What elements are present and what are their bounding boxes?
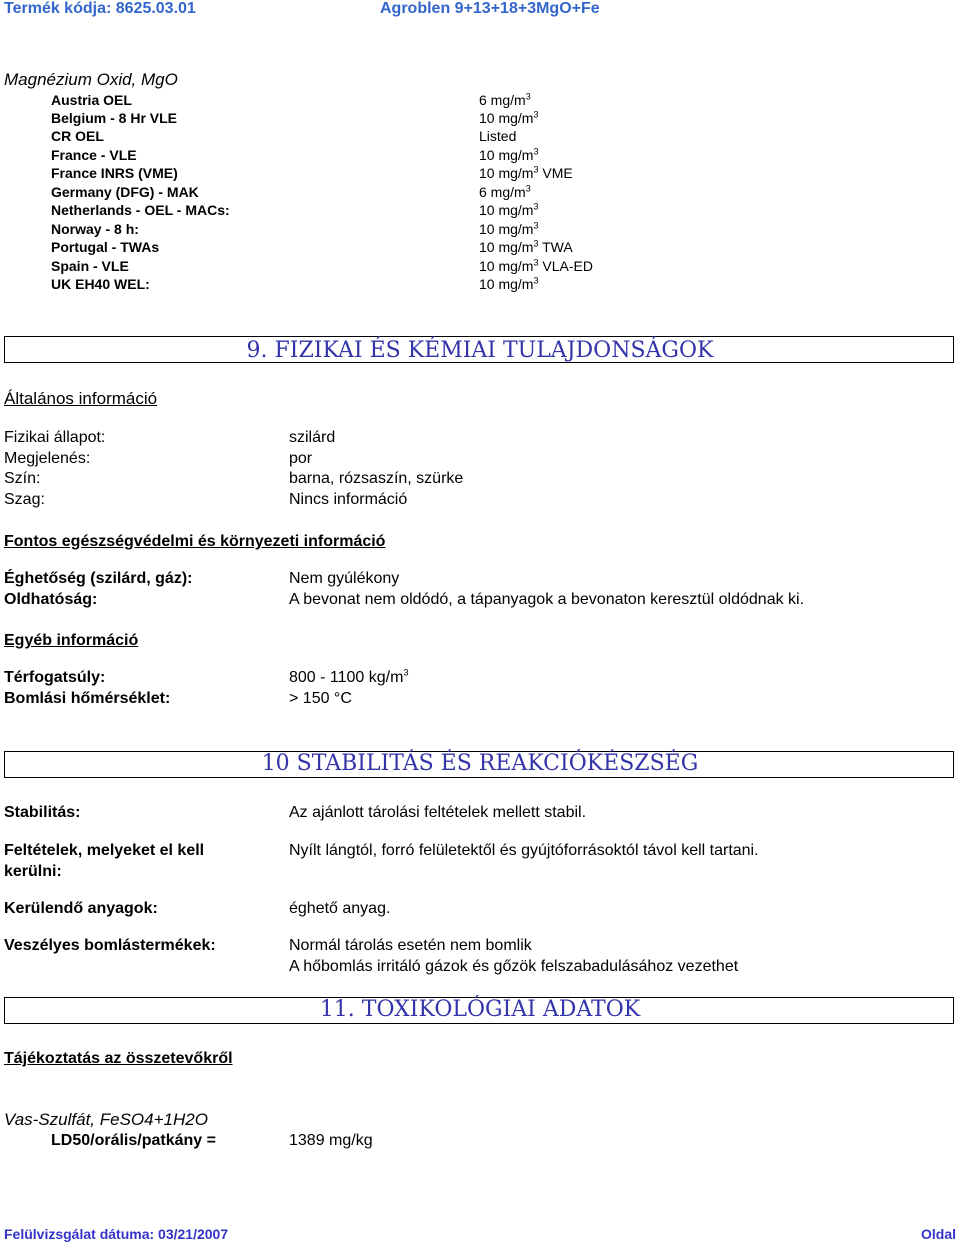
oel-value: 10 $mg/m^3$: [479, 109, 539, 126]
odor-value: Nincs információ: [289, 491, 408, 508]
oel-row: [51, 258, 651, 276]
oel-value: 10 $mg/m^3$: [479, 220, 539, 237]
oel-value: 10 $mg/m^3$ VLA-ED: [479, 257, 593, 274]
oel-row: [51, 276, 651, 294]
conditions-to-avoid-label: Feltételek, melyeket el kell: [4, 842, 205, 859]
oel-value: 10 $mg/m^3$: [479, 146, 539, 163]
oel-row: [51, 239, 651, 257]
physical-state-label: Fizikai állapot:: [4, 429, 106, 446]
solubility-label: Oldhatóság:: [4, 591, 98, 608]
color-label: Szín:: [4, 470, 41, 487]
oel-row: [51, 92, 651, 110]
oel-row: [51, 202, 651, 220]
revision-date: Felülvizsgálat dátuma: 03/21/2007: [4, 1226, 229, 1242]
solubility-value: A bevonat nem oldódó, a tápanyagok a bevonaton keresztül oldódnak ki.: [289, 591, 805, 608]
physical-state-value: szilárd: [289, 429, 336, 446]
oel-value: 10 $mg/m^3$ VME: [479, 164, 573, 181]
flammability-value: Nem gyúlékony: [289, 570, 400, 587]
conditions-to-avoid-value: Nyílt lángtól, forró felületektől és gyújtóforrásoktól távol kell tartani.: [289, 842, 759, 859]
appearance-value: por: [289, 450, 313, 467]
oel-value: 10 $mg/m^3$ TWA: [479, 238, 573, 255]
oel-row: [51, 110, 651, 128]
flammability-label: Éghetőség (szilárd, gáz):: [4, 570, 193, 587]
hazardous-decomposition-value: Normál tárolás esetén nem bomlik: [289, 937, 532, 954]
product-code: Termék kódja: 8625.03.01: [4, 0, 196, 17]
stability-label: Stabilitás:: [4, 804, 81, 821]
oel-country: Portugal - TWAs: [51, 239, 160, 255]
substance-title-mgo: Magnézium Oxid, MgO: [4, 70, 178, 89]
oel-country: Germany (DFG) - MAK: [51, 184, 199, 200]
section-9-title: 9. FIZIKAI ÉS KÉMIAI TULAJDONSÁGOK: [246, 338, 714, 363]
section-10-title: 10 STABILITÁS ÉS REAKCIÓKÉSZSÉG: [261, 751, 699, 776]
oel-country: Belgium - 8 Hr VLE: [51, 110, 178, 126]
ld50-value: 1389 mg/kg: [289, 1132, 373, 1149]
product-name: Agroblen 9+13+18+3MgO+Fe: [380, 0, 600, 17]
oel-country: Austria OEL: [51, 92, 132, 108]
oel-row: [51, 128, 651, 146]
decomposition-temp-value: > 150 °C: [289, 690, 352, 707]
color-value: barna, rózsaszín, szürke: [289, 470, 464, 487]
oel-value: Listed: [479, 128, 517, 144]
section-11-title: 11. TOXIKOLÓGIAI ADATOK: [319, 997, 641, 1022]
general-info-heading: Általános információ: [4, 389, 158, 408]
materials-to-avoid-value: éghető anyag.: [289, 900, 391, 917]
oel-row: [51, 184, 651, 202]
oel-country: CR OEL: [51, 128, 104, 144]
stability-value: Az ajánlott tárolási feltételek mellett stabil.: [289, 804, 587, 821]
oel-country: UK EH40 WEL:: [51, 276, 150, 292]
oel-row: [51, 165, 651, 183]
oel-value: 10 $mg/m^3$: [479, 275, 539, 292]
oel-country: Netherlands - OEL - MACs:: [51, 202, 230, 218]
conditions-to-avoid-label-cont: kerülni:: [4, 863, 62, 880]
materials-to-avoid-label: Kerülendő anyagok:: [4, 900, 158, 917]
oel-country: France INRS (VME): [51, 165, 178, 181]
oel-country: Spain - VLE: [51, 258, 129, 274]
oel-country: France - VLE: [51, 147, 137, 163]
hazardous-decomposition-label: Veszélyes bomlástermékek:: [4, 937, 216, 954]
oel-row: [51, 221, 651, 239]
page-label: Oldal: [920, 1226, 956, 1242]
other-info-heading: Egyéb információ: [4, 632, 139, 649]
odor-label: Szag:: [4, 491, 45, 508]
oel-value: 6 $mg/m^3$: [479, 183, 531, 200]
health-env-heading: Fontos egészségvédelmi és környezeti információ: [4, 533, 386, 550]
decomposition-temp-label: Bomlási hőmérséklet:: [4, 690, 171, 707]
bulk-density-label: Térfogatsúly:: [4, 669, 106, 686]
bulk-density-value: 800 - 1100 $kg/m^3$: [289, 667, 409, 686]
oel-country: Norway - 8 h:: [51, 221, 139, 237]
appearance-label: Megjelenés:: [4, 450, 91, 467]
hazardous-decomposition-value-2: A hőbomlás irritáló gázok és gőzök felszabadulásához vezethet: [289, 958, 739, 975]
ld50-label: LD50/orális/patkány =: [51, 1132, 216, 1149]
oel-value: 10 $mg/m^3$: [479, 201, 539, 218]
components-info-heading: Tájékoztatás az összetevőkről: [4, 1050, 233, 1067]
substance-title-feso4: Vas-Szulfát, FeSO4+1H2O: [4, 1110, 208, 1129]
oel-value: 6 $mg/m^3$: [479, 91, 531, 108]
oel-row: [51, 147, 651, 165]
